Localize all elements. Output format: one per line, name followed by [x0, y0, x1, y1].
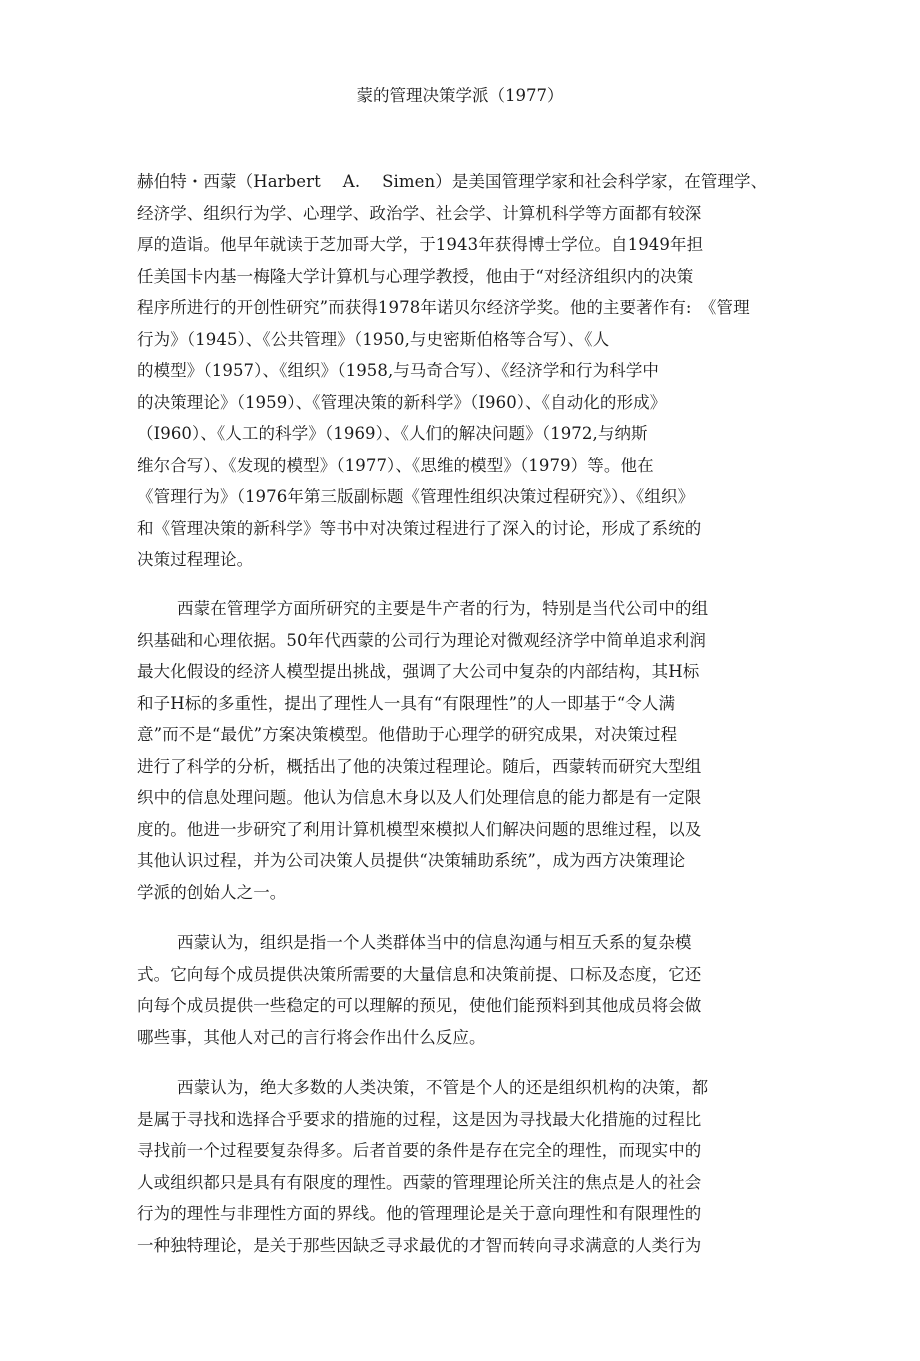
paragraph-decision-making [137, 1072, 797, 1261]
paragraph-line: 行为的理性与非理性方面的界线。他的管理理论是关于意向理性和有限理性的 [137, 1204, 702, 1223]
paragraph-line: 度的。他进一步研究了利用计算机模型來模拟人们解决问题的思维过程，以及 [137, 819, 702, 839]
paragraph-line: 进行了科学的分析，概括出了他的决策过程理论。随后，西蒙转而研究大型组 [137, 756, 702, 776]
paragraph-research-focus [137, 593, 797, 908]
paragraph-line: 《管理行为》（1976年第三版副标题《管理性组织决策过程研究》）、《组织》 [137, 487, 695, 506]
paragraph-line: （I960）、《人工的科学》（1969）、《人们的解决问题》（1972,与纳斯 [137, 424, 648, 443]
paragraph-line: 和子H标的多重性，提出了理性人一具有“有限理性”的人一即基于“令人满 [137, 693, 676, 713]
paragraph-line: 织基础和心理依据。50年代西蒙的公司行为理论对微观经济学中简单追求利润 [137, 630, 706, 650]
paragraph-line: 是属于寻找和选择合乎要求的措施的过程，这是因为寻找最大化措施的过程比 [137, 1109, 702, 1129]
paragraph-line: 织中的信息处理问题。他认为信息木身以及人们处理信息的能力都是有一定限 [137, 788, 702, 807]
paragraph-line: 的决策理论》（1959）、《管理决策的新科学》（I960）、《自动化的形成》 [137, 392, 667, 412]
paragraph-line: 意”而不是“最优”方案决策模型。他借助于心理学的研究成果，对决策过程 [137, 725, 678, 744]
paragraph-line: 西蒙认为，绝大多数的人类决策，不管是个人的还是组织机构的决策，都 [177, 1078, 709, 1097]
paragraph-line: 最大化假设的经济人模型提出挑战，强调了大公司中复杂的内部结构，其H标 [137, 662, 700, 681]
paragraph-line: 行为》（1945）、《公共管理》（1950,与史密斯伯格等合写）、《人 [137, 329, 610, 349]
paragraph-line: 学派的创始人之一。 [137, 882, 287, 902]
paragraph-line: 寻找前一个过程要复杂得多。后者首要的条件是存在完全的理性，而现实中的 [137, 1141, 702, 1160]
paragraph-line: 和《管理决策的新科学》等书中对决策过程进行了深入的讨论，形成了系统的 [137, 518, 702, 538]
paragraph-line: 维尔合写）、《发现的模型》（1977）、《思维的模型》（1979）等。他在 [137, 455, 654, 475]
paragraph-line: 人或组织都只是具有有限度的理性。西蒙的管理理论所关注的焦点是人的社会 [137, 1172, 702, 1192]
paragraph-line: 一种独特理论，是关于那些因缺乏寻求最优的才智而转向寻求满意的人类行为 [137, 1235, 702, 1255]
paragraph-line: 决策过程理论。 [137, 550, 254, 569]
paragraph-line: 向每个成员提供一些稳定的可以理解的预见，使他们能预料到其他成员将会做 [137, 996, 702, 1015]
paragraph-line: 经济学、组织行为学、心理学、政治学、社会学、计算机科学等方面都有较深 [137, 203, 702, 223]
paragraph-line: 厚的造诣。他早年就读于芝加哥大学，于1943年获得博士学位。自1949年担 [137, 235, 704, 254]
paragraph-line: 西蒙在管理学方面所研究的主要是牛产者的行为，特别是当代公司中的组 [177, 599, 709, 618]
paragraph-line: 哪些事，其他人对己的言行将会作出什么反应。 [137, 1027, 486, 1047]
document-title: 蒙的管理决策学派（1977） [356, 86, 564, 105]
paragraph-line: 西蒙认为，组织是指一个人类群体当中的信息沟通与相互夭系的复杂模 [177, 933, 692, 952]
paragraph-organization [137, 927, 797, 1053]
paragraph-line: 程序所进行的开创性研究”而获得1978年诺贝尔经济学奖。他的主要著作有: 《管理 [137, 298, 750, 317]
paragraph-biography [137, 166, 797, 576]
paragraph-line: 其他认识过程，并为公司决策人员提供“决策辅助系统”，成为西方决策理论 [137, 851, 686, 870]
paragraph-line: 赫伯特・西蒙（Harbert A. Simen）是美国管理学家和社会科学家，在管理学、 [137, 172, 768, 191]
paragraph-line: 的模型》（1957）、《组织》（1958,与马奇合写）、《经济学和行为科学中 [137, 361, 660, 380]
paragraph-line: 式。它向每个成员提供决策所需要的大量信息和决策前提、口标及态度，它还 [137, 964, 702, 984]
paragraph-line: 任美国卡内基一梅隆大学计算机与心理学教授，他由于“对经济组织内的决策 [137, 266, 694, 286]
